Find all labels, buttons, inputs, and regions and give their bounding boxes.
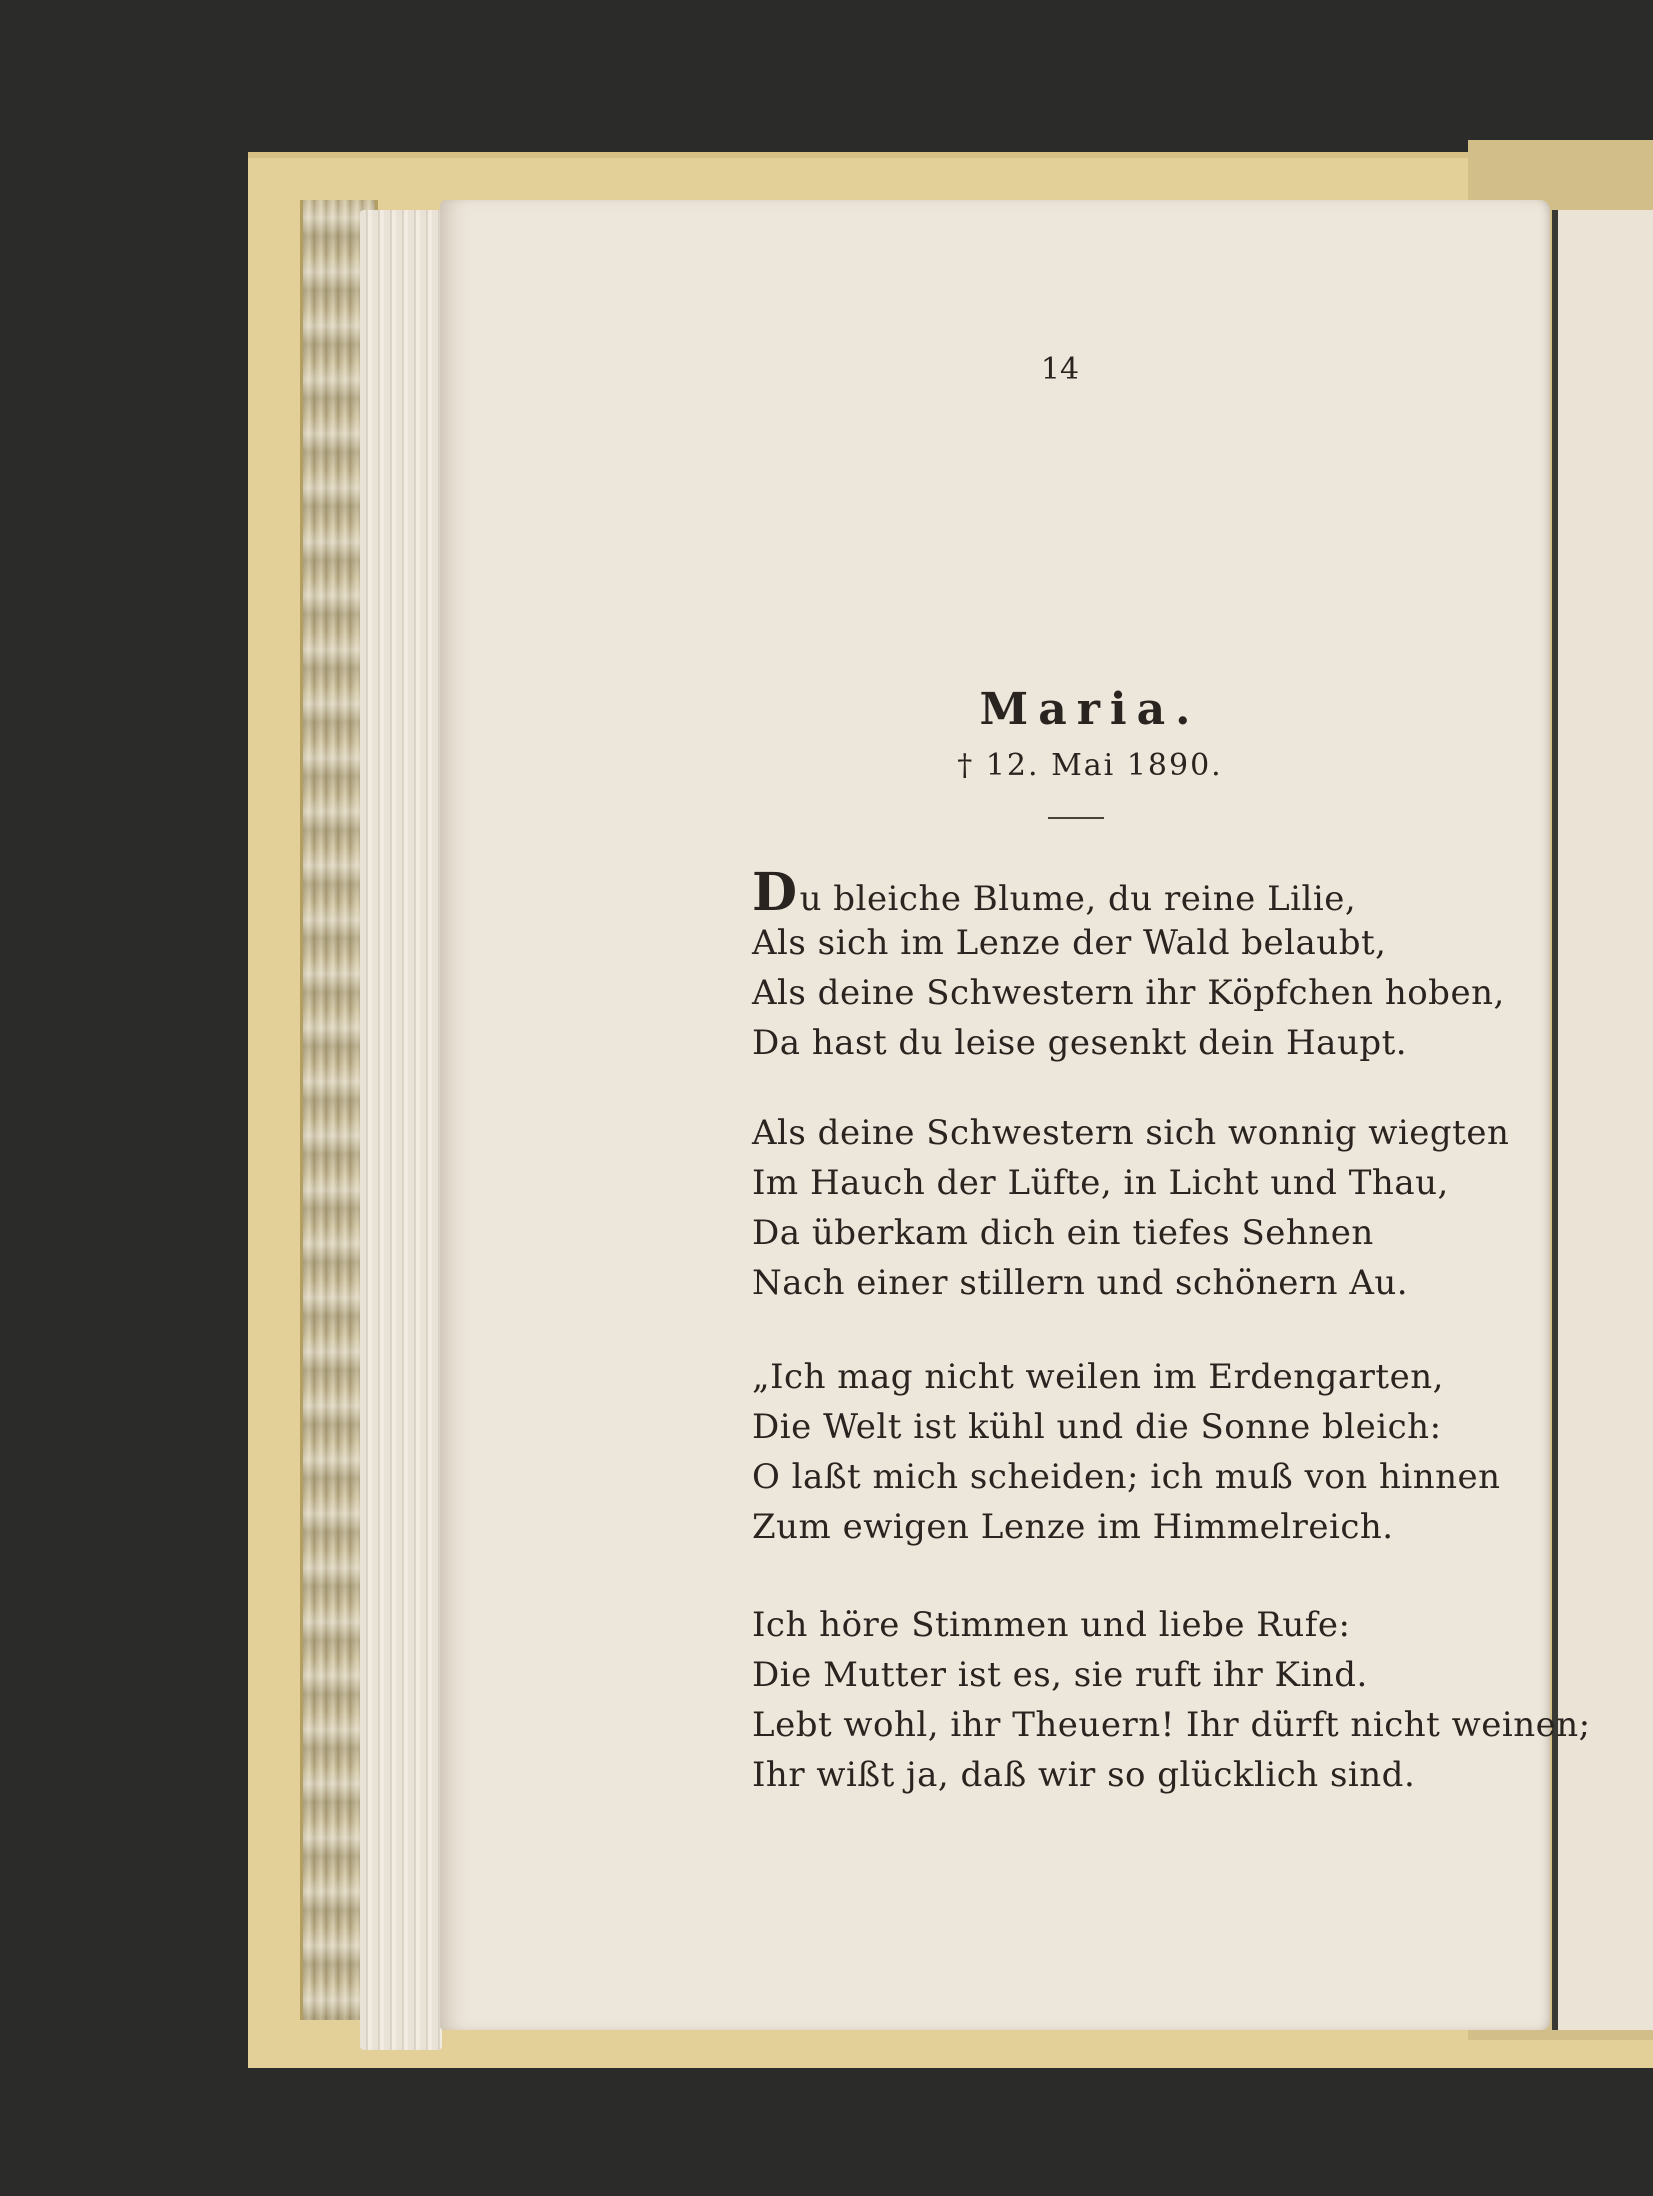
poem-dedication: † 12. Mai 1890.	[957, 748, 1223, 783]
stanza-4	[752, 1600, 1591, 1800]
poem-line: Ich höre Stimmen und liebe Rufe:	[752, 1605, 1351, 1645]
poem-line: Die Mutter ist es, sie ruft ihr Kind.	[752, 1655, 1368, 1695]
page-number: 14	[1040, 352, 1080, 387]
poem-line: Als deine Schwestern sich wonnig wiegten	[752, 1113, 1510, 1153]
poem-line: Ihr wißt ja, daß wir so glücklich sind.	[752, 1755, 1416, 1795]
poem-line: Zum ewigen Lenze im Himmelreich.	[752, 1507, 1394, 1547]
poem-line: Da überkam dich ein tiefes Sehnen	[752, 1213, 1374, 1253]
poem-line: Nach einer stillern und schönern Au.	[752, 1263, 1409, 1303]
stanza-3	[752, 1352, 1512, 1552]
poem-line: „Ich mag nicht weilen im Erdengarten,	[752, 1357, 1444, 1397]
poem-line: O laßt mich scheiden; ich muß von hinnen	[752, 1457, 1501, 1497]
stanza-1	[752, 862, 1512, 1068]
poem-line: Du bleiche Blume, du reine Lilie,	[752, 862, 1357, 923]
stanza-2	[752, 1108, 1512, 1308]
poem-line: Als sich im Lenze der Wald belaubt,	[752, 923, 1387, 963]
poem-line: Als deine Schwestern ihr Köpfchen hoben,	[752, 973, 1505, 1013]
poem-line: Im Hauch der Lüfte, in Licht und Thau,	[752, 1163, 1449, 1203]
poem-line: Lebt wohl, ihr Theuern! Ihr dürft nicht weinen;	[752, 1705, 1591, 1745]
poem-line: Die Welt ist kühl und die Sonne bleich:	[752, 1407, 1442, 1447]
poem-line: Da hast du leise gesenkt dein Haupt.	[752, 1023, 1408, 1063]
title-divider	[1048, 817, 1104, 819]
poem-title: Maria.	[979, 684, 1201, 735]
drop-cap: D	[752, 862, 798, 923]
